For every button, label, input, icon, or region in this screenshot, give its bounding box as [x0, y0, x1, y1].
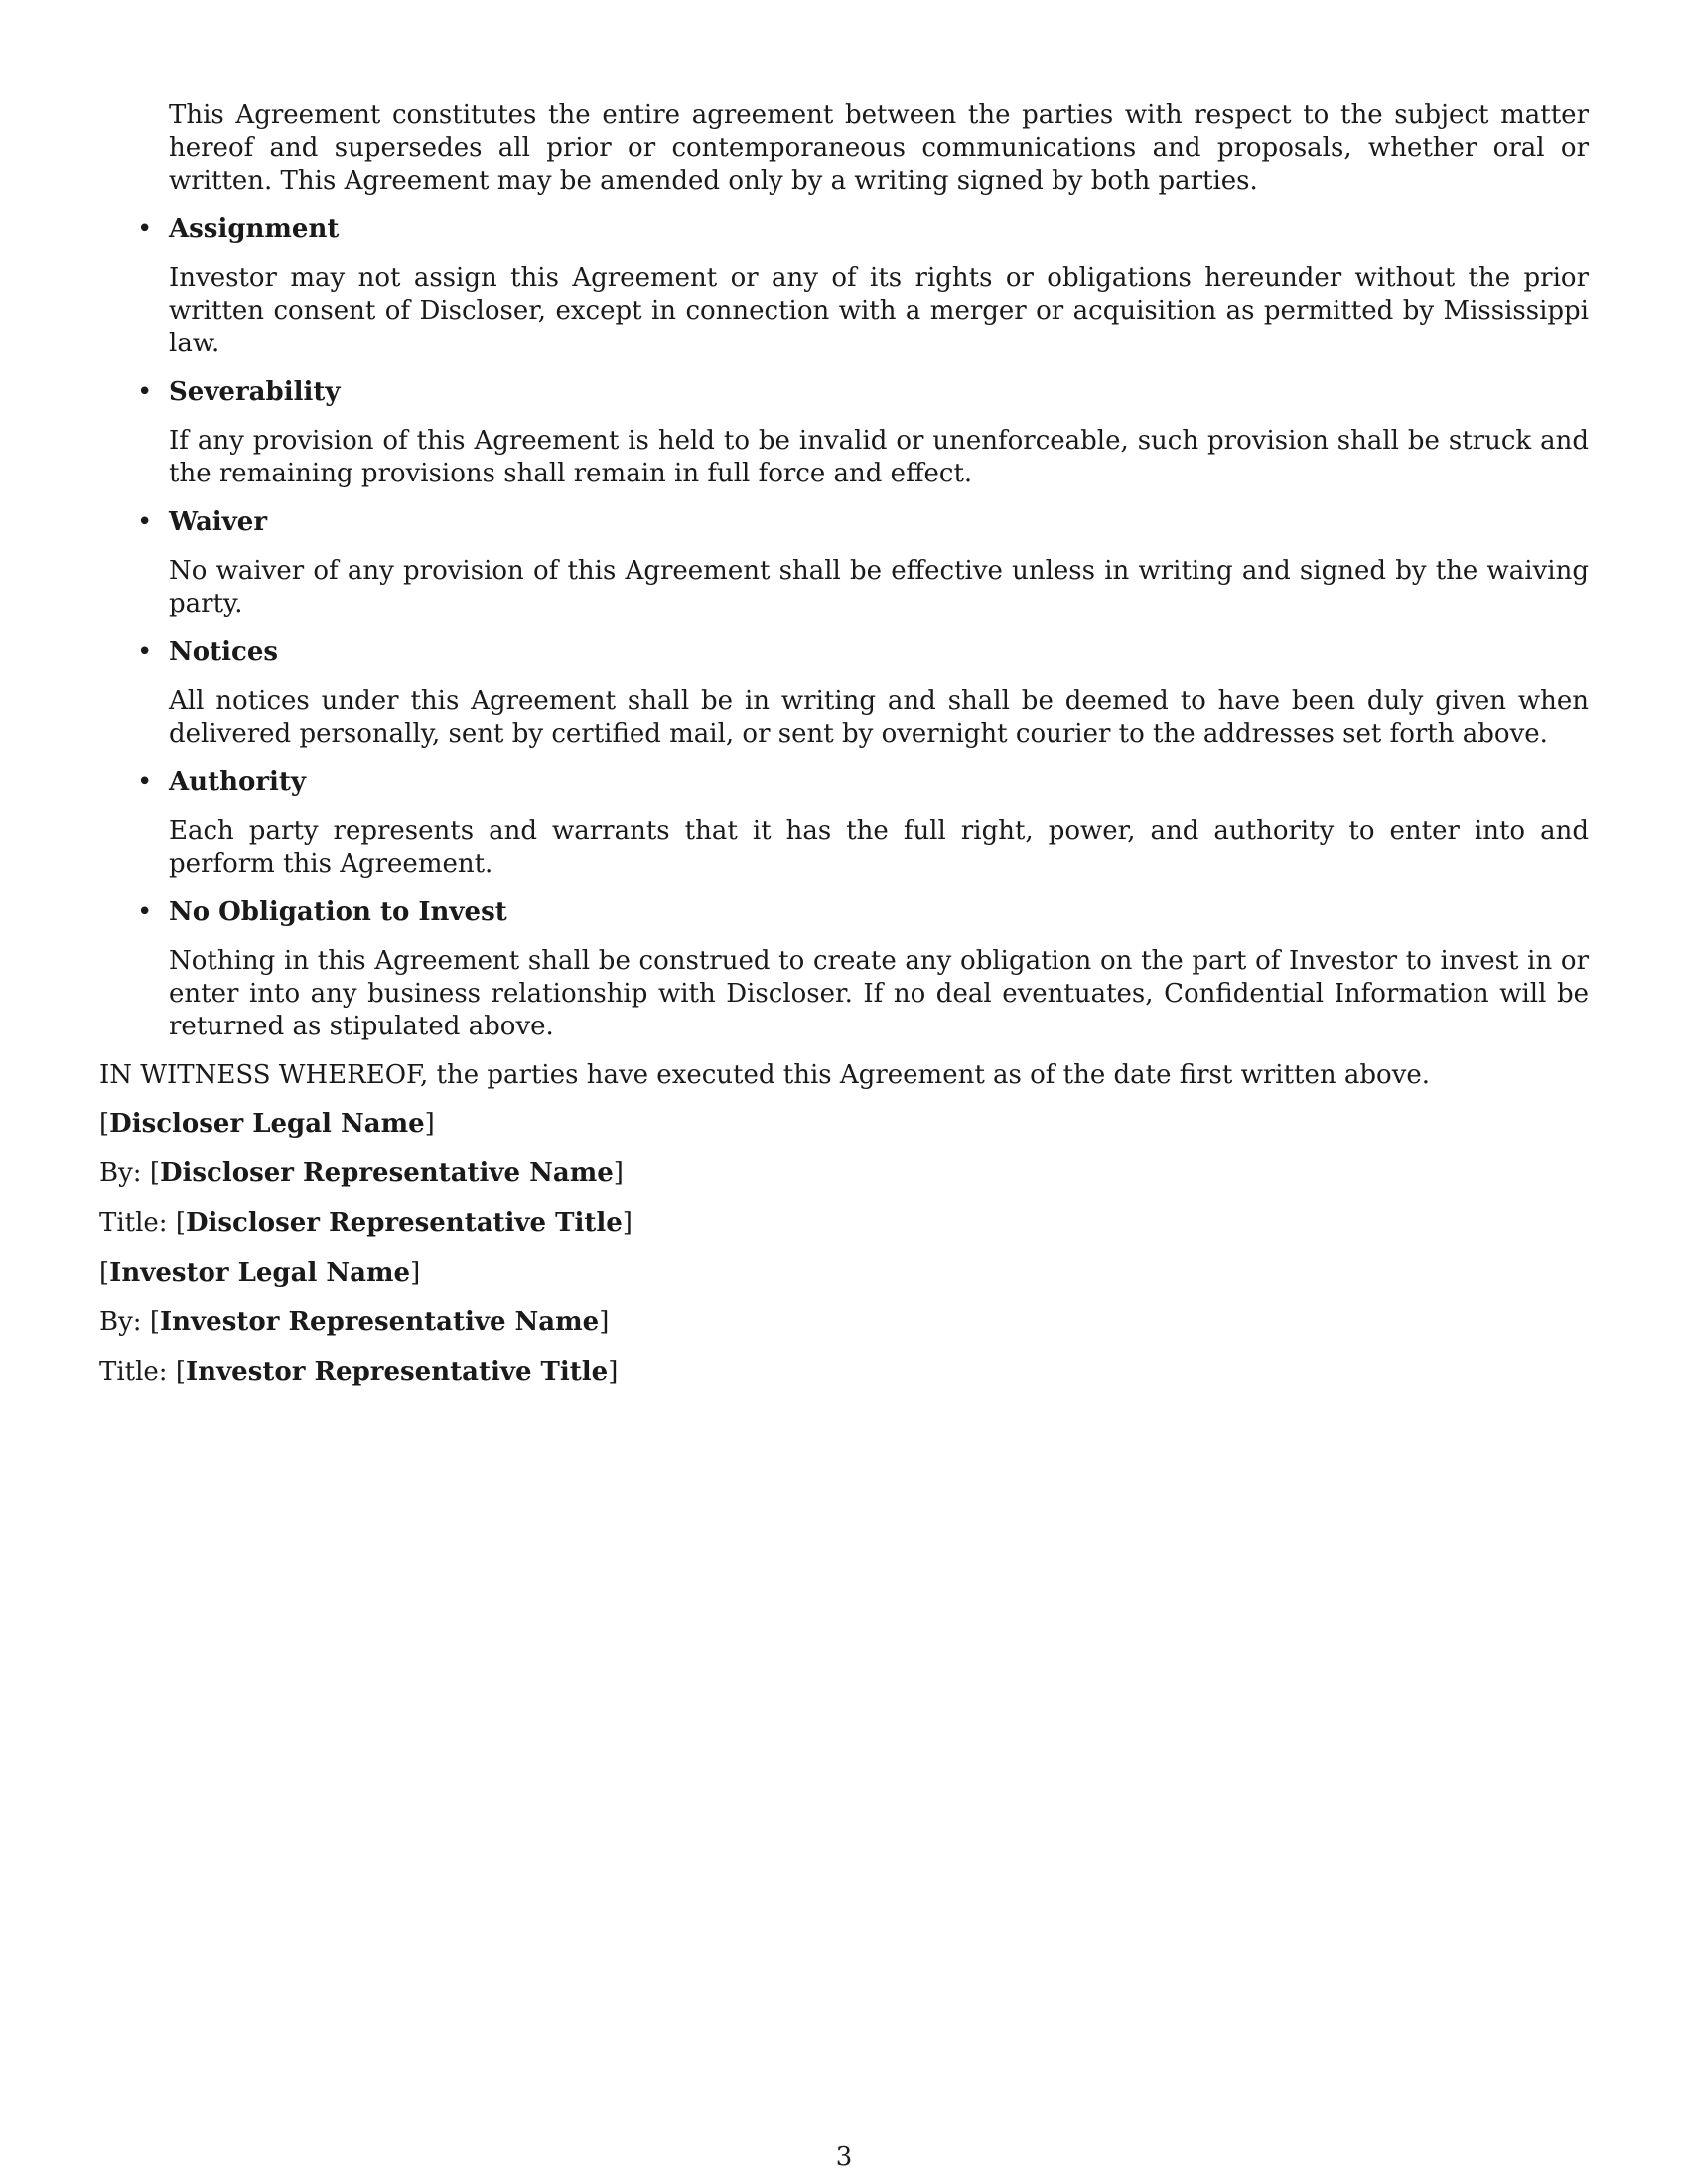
section-heading: Notices [169, 637, 279, 667]
section-severability [99, 376, 1589, 490]
bullet-icon: • [137, 214, 153, 244]
discloser-representative-title: Discloser Representative Title [186, 1208, 623, 1238]
section-no-obligation-to-invest [99, 896, 1589, 1043]
section-body: No waiver of any provision of this Agreement shall be effective unless in writing and signed by the waiving party. [169, 556, 1589, 618]
section-body: Each party represents and warrants that it has the full right, power, and authority to enter into and perform this Agreement. [169, 816, 1589, 879]
discloser-title-line: Title: [Discloser Representative Title] [99, 1208, 633, 1238]
section-heading: Authority [169, 767, 307, 797]
document-page [99, 99, 1589, 1406]
section-heading: No Obligation to Invest [169, 897, 507, 927]
section-body: If any provision of this Agreement is held to be invalid or unenforceable, such provision shall be struck and the remaining provisions shall remain in full force and effect. [169, 426, 1589, 488]
section-authority [99, 766, 1589, 881]
bullet-icon: • [137, 377, 153, 407]
entire-agreement-paragraph: This Agreement constitutes the entire agreement between the parties with respect to the subject matter hereof and supersedes all prior or contemporaneous communications and proposals, whether oral or written. This Agreement may be amended only by a writing signed by both parties. [169, 100, 1589, 196]
witness-statement: IN WITNESS WHEREOF, the parties have executed this Agreement as of the date first written above. [99, 1060, 1431, 1090]
discloser-legal-name-line: [Discloser Legal Name] [99, 1109, 435, 1139]
investor-title-line: Title: [Investor Representative Title] [99, 1357, 619, 1387]
section-heading: Waiver [169, 507, 268, 537]
page-number: 3 [835, 2142, 853, 2172]
section-heading: Severability [169, 377, 341, 407]
section-body: Investor may not assign this Agreement or any of its rights or obligations hereunder without the prior written consent of Discloser, except in connection with a merger or acquisition as permitted by Mississippi law. [169, 263, 1589, 358]
investor-by-line: By: [Investor Representative Name] [99, 1307, 610, 1337]
section-waiver [99, 506, 1589, 620]
investor-legal-name-line: [Investor Legal Name] [99, 1258, 421, 1288]
section-body: Nothing in this Agreement shall be construed to create any obligation on the part of Investor to invest in or enter into any business relationship with Discloser. If no deal eventuates, Confidential Information will be returned as stipulated above. [169, 946, 1589, 1041]
discloser-by-line: By: [Discloser Representative Name] [99, 1159, 624, 1188]
discloser-representative-name: Discloser Representative Name [159, 1159, 614, 1188]
bullet-icon: • [137, 507, 153, 537]
discloser-legal-name: Discloser Legal Name [109, 1109, 425, 1139]
signature-block [99, 1108, 1589, 1389]
bullet-icon: • [137, 767, 153, 797]
section-heading: Assignment [169, 214, 340, 244]
investor-representative-name: Investor Representative Name [159, 1307, 600, 1337]
bullet-icon: • [137, 897, 153, 927]
section-assignment [99, 213, 1589, 360]
investor-legal-name: Investor Legal Name [109, 1258, 411, 1288]
section-notices [99, 636, 1589, 751]
section-body: All notices under this Agreement shall be in writing and shall be deemed to have been duly given when delivered personally, sent by certified mail, or sent by overnight courier to the addresses set forth above. [169, 686, 1589, 749]
bullet-icon: • [137, 637, 153, 667]
investor-representative-title: Investor Representative Title [186, 1357, 609, 1387]
